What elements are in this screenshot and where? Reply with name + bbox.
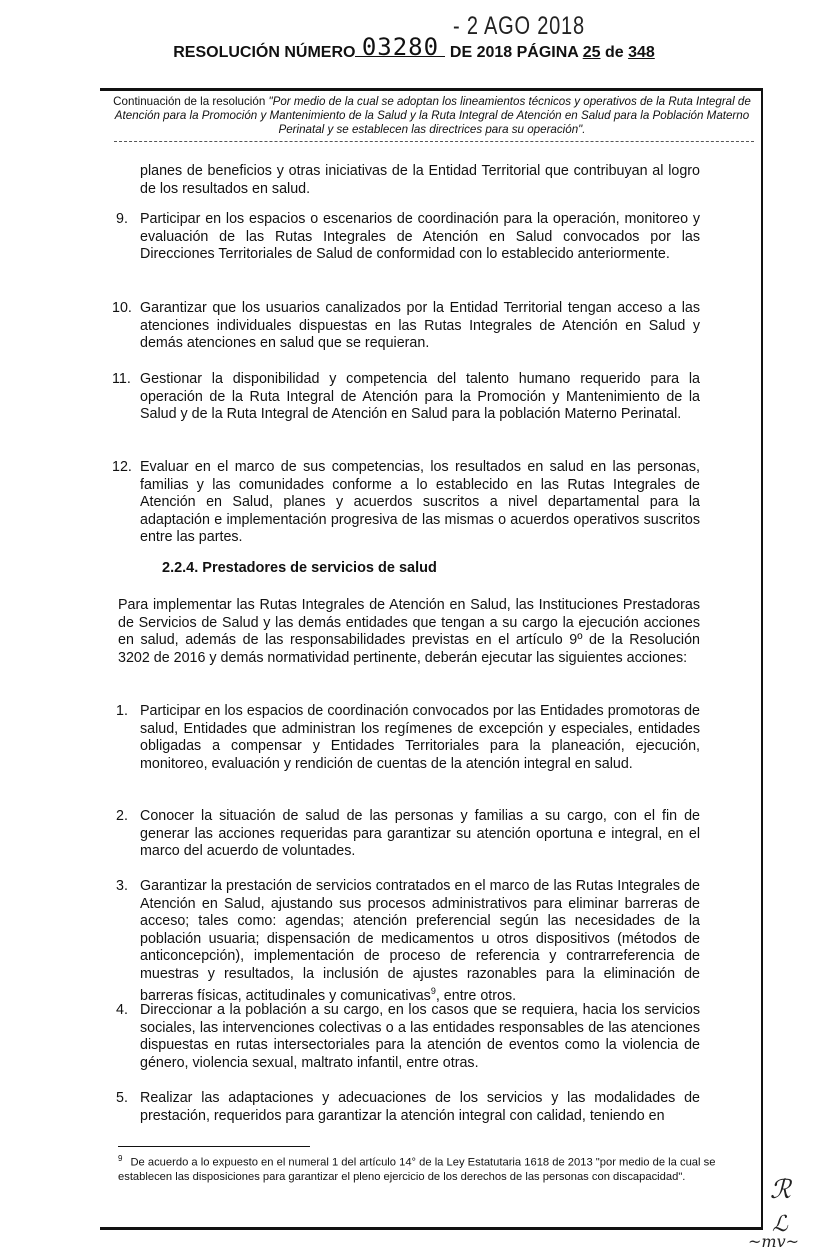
list-item: 4. Direccionar a la población a su cargo, en los casos que se requiera, hacia los servicios sociales, las intervenciones colectivas o a las entidades responsables de las atenciones dispuestas en rutas intersectoriales para la atención de eventos como la violencia de género, violencia sexual, maltrato infantil, entre otras.	[116, 1002, 700, 1071]
footnote: $^9$ De acuerdo a lo expuesto en el numeral 1 del artículo 14° de la Ley Estatutaria 1618 de 2013 "por medio de la cual se establecen las disposiciones para garantizar el pleno ejercicio de los derechos de las personas con discapacidad".	[118, 1154, 716, 1183]
intro-paragraph: Para implementar las Rutas Integrales de Atención en Salud, las Instituciones Prestadoras de Servicios de Salud y las demás entidades que tengan a su cargo la ejecución acciones en salud, además de las responsabilidades previstas en el artículo 9º de la Resolución 3202 de 2016 y demás normatividad pertinente, deberán ejecutar las siguientes acciones:	[118, 597, 700, 666]
page-total: 348	[628, 44, 655, 61]
continuation-subtitle: Continuación de la resolución "Por medio de la cual se adoptan los lineamientos técnicos y operativos de la Ruta Integral de Atención para la Promoción y Mantenimiento de la Salud y la Ruta Integral de Atención en Salud para la Población Materno Perinatal y se establecen las directrices para su operación".	[113, 95, 751, 136]
signature-icon: ~mv~	[748, 1232, 800, 1251]
footnote-rule	[118, 1146, 310, 1147]
list-item: 11. Gestionar la disponibilidad y competencia del talento humano requerido para la operación de la Ruta Integral de Atención para la Promoción y Mantenimiento de la Salud y de la Ruta Integral de Atención en Salud para la población Materno Perinatal.	[112, 371, 700, 422]
list-item: 5. Realizar las adaptaciones y adecuaciones de los servicios y las modalidades de prestación, requeridos para garantizar la atención integral con calidad, teniendo en	[116, 1090, 700, 1124]
list-item: 9. Participar en los espacios o escenarios de coordinación para la operación, monitoreo y evaluación de las Rutas Integrales de Atención en Salud convocados por las Direcciones Territoriales de Salud de conformidad con lo establecido anteriormente.	[116, 211, 700, 262]
initials-mark-icon: ℛ	[770, 1175, 791, 1205]
list-item: 12. Evaluar en el marco de sus competencias, los resultados en salud en las personas, familias y las comunidades conforme a lo establecido en las Rutas Integrales de Atención en Salud, planes y acuerdos suscritos a nivel departamental para la adaptación e implementación progresiva de las mismas o acuerdos operativos suscritos entre las partes.	[112, 459, 700, 545]
list-item: 10. Garantizar que los usuarios canalizados por la Entidad Territorial tengan acceso a las atenciones individuales dispuestas en las Rutas Integrales de Atención en Salud y demás atenciones en salud que se requieran.	[112, 300, 700, 351]
resolution-title: RESOLUCIÓN NÚMERO 03280 DE 2018 PÁGINA 25 de 348	[173, 33, 655, 61]
divider	[114, 141, 754, 142]
page-number: 25	[582, 44, 601, 61]
resolution-number: 03280	[355, 38, 445, 57]
initials-mark-icon: ℒ	[772, 1212, 788, 1237]
list-item: 1. Participar en los espacios de coordinación convocados por las Entidades promotoras de salud, Entidades que administran los regímenes de excepción y especiales, entidades obligadas a compensar y Entidades Territoriales para la planeación, ejecución, monitoreo, evaluación y rendición de cuentas de la atención integral en salud.	[116, 703, 700, 772]
footnote-ref[interactable]: 9	[430, 986, 436, 996]
section-heading: 2.2.4. Prestadores de servicios de salud	[162, 560, 437, 576]
list-item: 2. Conocer la situación de salud de las personas y familias a su cargo, con el fin de generar las acciones requeridas para garantizar su atención oportuna e integral, en el marco del acuerdo de voluntades.	[116, 808, 700, 859]
list-item: 3. Garantizar la prestación de servicios contratados en el marco de las Rutas Integrales de Atención en Salud, ajustando sus procesos administrativos para eliminar barreras de acceso; tales como: agendas; atención preferencial según las necesidades de la población usuaria; dispensación de medicamentos u otros dispositivos (métodos de anticoncepción), implementación de proceso de referencia y contrarreferencia de muestras y resultados, la inclusión de ajustes razonables para la eliminación de barreras físicas, actitudinales y comunicativas$^9$, entre otros.	[116, 878, 700, 1004]
continued-paragraph: planes de beneficios y otras iniciativas de la Entidad Territorial que contribuyan al logro de los resultados en salud.	[140, 163, 700, 197]
date-stamp: - 2 AGO 2018	[453, 12, 585, 40]
